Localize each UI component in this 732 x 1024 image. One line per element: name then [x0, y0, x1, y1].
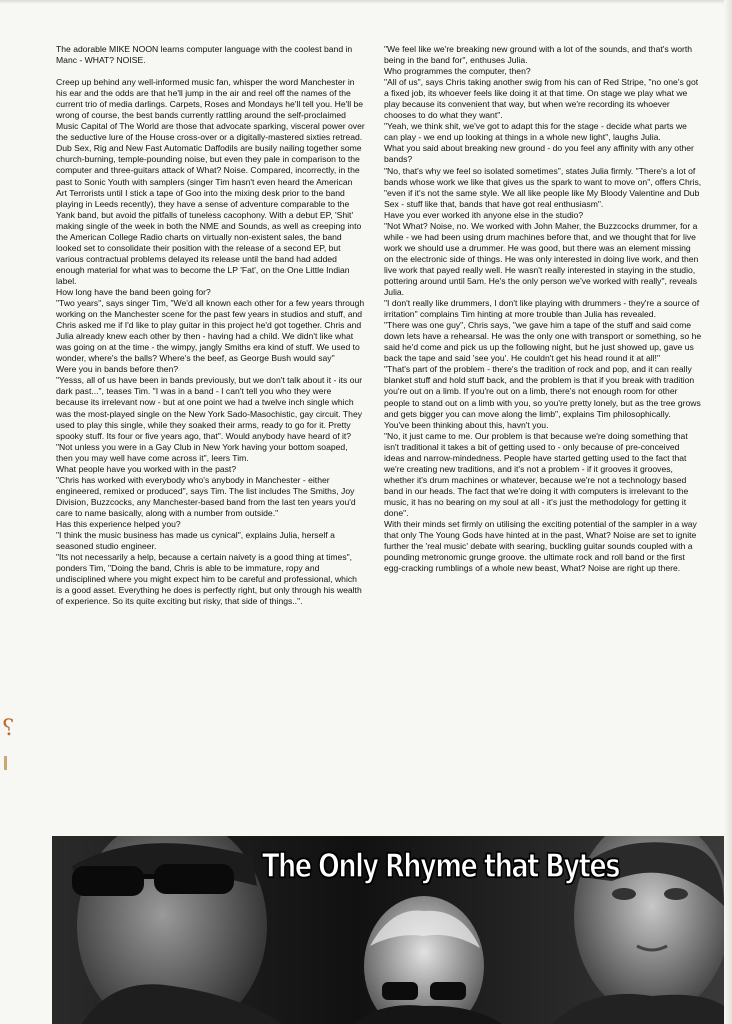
article-paragraph: "We feel like we're breaking new ground with a lot of the sounds, and that's worth being in the band for", enthuses Julia.	[384, 44, 693, 66]
margin-scribble-mark: ⸮	[2, 716, 14, 741]
interview-question: What you said about breaking new ground - do you feel any affinity with any other bands?	[384, 143, 694, 165]
article-paragraph: "I don't really like drummers, I don't like playing with drummers - they're a source of irritation" complains Tim hinting at more trouble than Julia has revealed.	[384, 298, 700, 320]
article-paragraph: "Not What? Noise, no. We worked with John Maher, the Buzzcocks drummer, for a while - we had been using drum machines before that, and we thought that for live work we should use a drummer. He was good, but there was an element missing on the electronic side of things. He was only interested in doing live work, and then live work that payed really well. He wasn't really interested in staying in the studio, pottering around until 5am. He's the only person we've worked with really", reveals Julia.	[384, 220, 699, 298]
article-right-column	[384, 44, 702, 574]
sunglasses-left-lens	[72, 866, 144, 896]
article-left-column	[56, 44, 365, 607]
article-paragraph: "No, it just came to me. Our problem is that because we're doing something that isn't traditional it takes a bit of getting used to - only because of pre-conceived ideas and narrow-mindedness. People have started getting used to the fact that we're creating new traditions, and it's not a problem - if it grooves it grooves, whether it's drum machines or whatever, because we're not a technology based band in our heads. The fact that we're doing it with computers is irrelevant to the music, it has no bearing on my soul at all - it's just the methodology for getting it done".	[384, 430, 689, 518]
page-right-edge	[724, 0, 732, 1024]
article-paragraph: "Chris has worked with everybody who's anybody in Manchester - either engineered, remixed or produced", says Tim. The list includes The Smiths, Joy Division, Buzzcocks, any Manchester-based band from the last ten years you'd care to name basically, along with a number from outside."	[56, 474, 356, 518]
article-headline: The Only Rhyme that Bytes	[262, 846, 619, 885]
interview-question: What people have you worked with in the past?	[56, 463, 237, 474]
article-paragraph: "There was one guy", Chris says, "we gave him a tape of the stuff and said come down lets have a rehearsal. He was the only one with transport or something, so he said he'd come and pick us up the following night, but he just showed up, gave us back the tape and said 'see you'. He couldn't get his head round it at all!"	[384, 320, 702, 364]
article-paragraph: "Yeah, we think shit, we've got to adapt this for the stage - decide what parts we can play - we end up looking at things in a whole new light", laughs Julia.	[384, 121, 687, 143]
article-paragraph: "All of us", says Chris taking another swig from his can of Red Stripe, "no one's got a fixed job, its whoever feels like doing it at that time. On stage we play what we play because its convenient that way, but when we're recording its whoever chooses to do what they want".	[384, 77, 699, 121]
article-paragraph: "Two years", says singer Tim, "We'd all known each other for a few years through working on the Manchester scene for the past few years in studios and stuff, and Chris asked me if I'd like to play guitar in this project he'd got together. Chris and Julia already knew each other by then - having had a child. We didn't like what was going on at the time - the wimpy, jangly Smiths era kind of stuff. We used to wonder, where's the balls? Where's the beef, as George Bush would say"	[56, 298, 365, 364]
article-paragraph: "Yesss, all of us have been in bands previously, but we don't talk about it - its our dark past...", teases Tim. "I was in a band - I can't tell you who they were because its irrelevant now - but at one point we had a twelve inch single which was the most-played single on the New York Sado-Masochistic, gay circuit. They used to play this single, while they soaked their arms, ready to go for it. Pretty spooky stuff. Its four or five years ago, that". Would anybody have heard of it?	[56, 375, 363, 441]
article-paragraph: "No, that's why we feel so isolated sometimes", states Julia firmly. "There's a lot of bands whose work we like that gives us the spark to want to move on", offers Chris, "even if it's not the same style. We all like people like My Bloody Valentine and Dub Sex - stuff like that, bands that have got real enthusiasm".	[384, 165, 702, 209]
margin-smudge	[4, 756, 7, 770]
article-paragraph: With their minds set firmly on utilising the exciting potential of the sampler in a way that only The Young Gods have hinted at in the past, What? Noise are set to ignite further the 'real music' debate with searing, buckling guitar sounds coupled with a pounding metronomic grunge groove. the ultimate rock and roll band or the first egg-cracking rumblings of a whole new beast, What? Noise are right up there.	[384, 519, 697, 574]
article-paragraph: "Its not necessarily a help, because a certain naivety is a good thing at times", ponders Tim, "Doing the band, Chris is able to be immature, ropy and undisciplined where you might expect him to be careful and professional, which is a good asset. Everything he does is perfectly right, but only through his wealth of experience. So its quite exciting but risky, that side of things..".	[56, 552, 362, 607]
page-top-edge	[0, 0, 732, 4]
interview-question: How long have the band been going for?	[56, 286, 211, 297]
sunglasses-right-lens	[154, 864, 234, 894]
interview-question: You've been thinking about this, havn't you.	[384, 419, 549, 430]
article-paragraph: "I think the music business has made us cynical", explains Julia, herself a seasoned studio engineer.	[56, 530, 335, 552]
interview-question: Have you ever worked ith anyone else in the studio?	[384, 209, 584, 220]
article-paragraph: Creep up behind any well-informed music fan, whisper the word Manchester in his ear and the odds are that he'll jump in the air and reel off the names of the current trio of media darlings. Carpets, Roses and Mondays he'll tell you. He'll be wrong of course, the best bands currently rattling around the self-proclaimed Music Capital of The World are those that advocate sparking, visceral power over the seductive lure of the House cross-over or a digitally-mastered sixties retread. Dub Sex, Rig and New Fast Automatic Daffodils are busily nailing together some church-burning, temple-pounding noise, but even they pale in comparison to the computer and three-guitars attack of What? Noise. Compared, incorrectly, in the past to Sonic Youth with samplers (singer Tim hasn't even heard the American Art Terrorists until I stick a tape of Goo into the mixing desk prior to the band playing in Leeds recently), they have a sense of adventure comparable to the Yank band, but avoid the pitfalls of tuneless cacophony. With a debut EP, 'Shit' making single of the week in both the NME and Sounds, as well as creeping into the American College Radio charts on virtually non-existent sales, the band looked set to consolidate their position with the release of a second EP, but various contractual problems delayed its release until the band had added enough material for what was to become the LP 'Fat', on the One Little Indian label.	[56, 77, 365, 286]
interview-question: Who programmes the computer, then?	[384, 66, 531, 77]
article-paragraph: "Not unless you were in a Gay Club in New York having your bottom soaped, then you may well have come across it", leers Tim.	[56, 441, 348, 463]
interview-question: Were you in bands before then?	[56, 364, 179, 375]
article-paragraph: "That's part of the problem - there's the tradition of rock and pop, and it can really blanket stuff and hold stuff back, and the problem is that if you break with tradition you're out on a limb. If you're out on a limb, there's not enough room for other people to stand out on a limb with you, so you're pretty lonely, but as the tree grows and gets bigger you can move along the limb", explains Tim philosophically.	[384, 364, 701, 419]
article-intro: The adorable MIKE NOON learns computer language with the coolest band in Manc - WHAT? NOISE.	[56, 44, 353, 66]
interview-question: Has this experience helped you?	[56, 518, 181, 529]
